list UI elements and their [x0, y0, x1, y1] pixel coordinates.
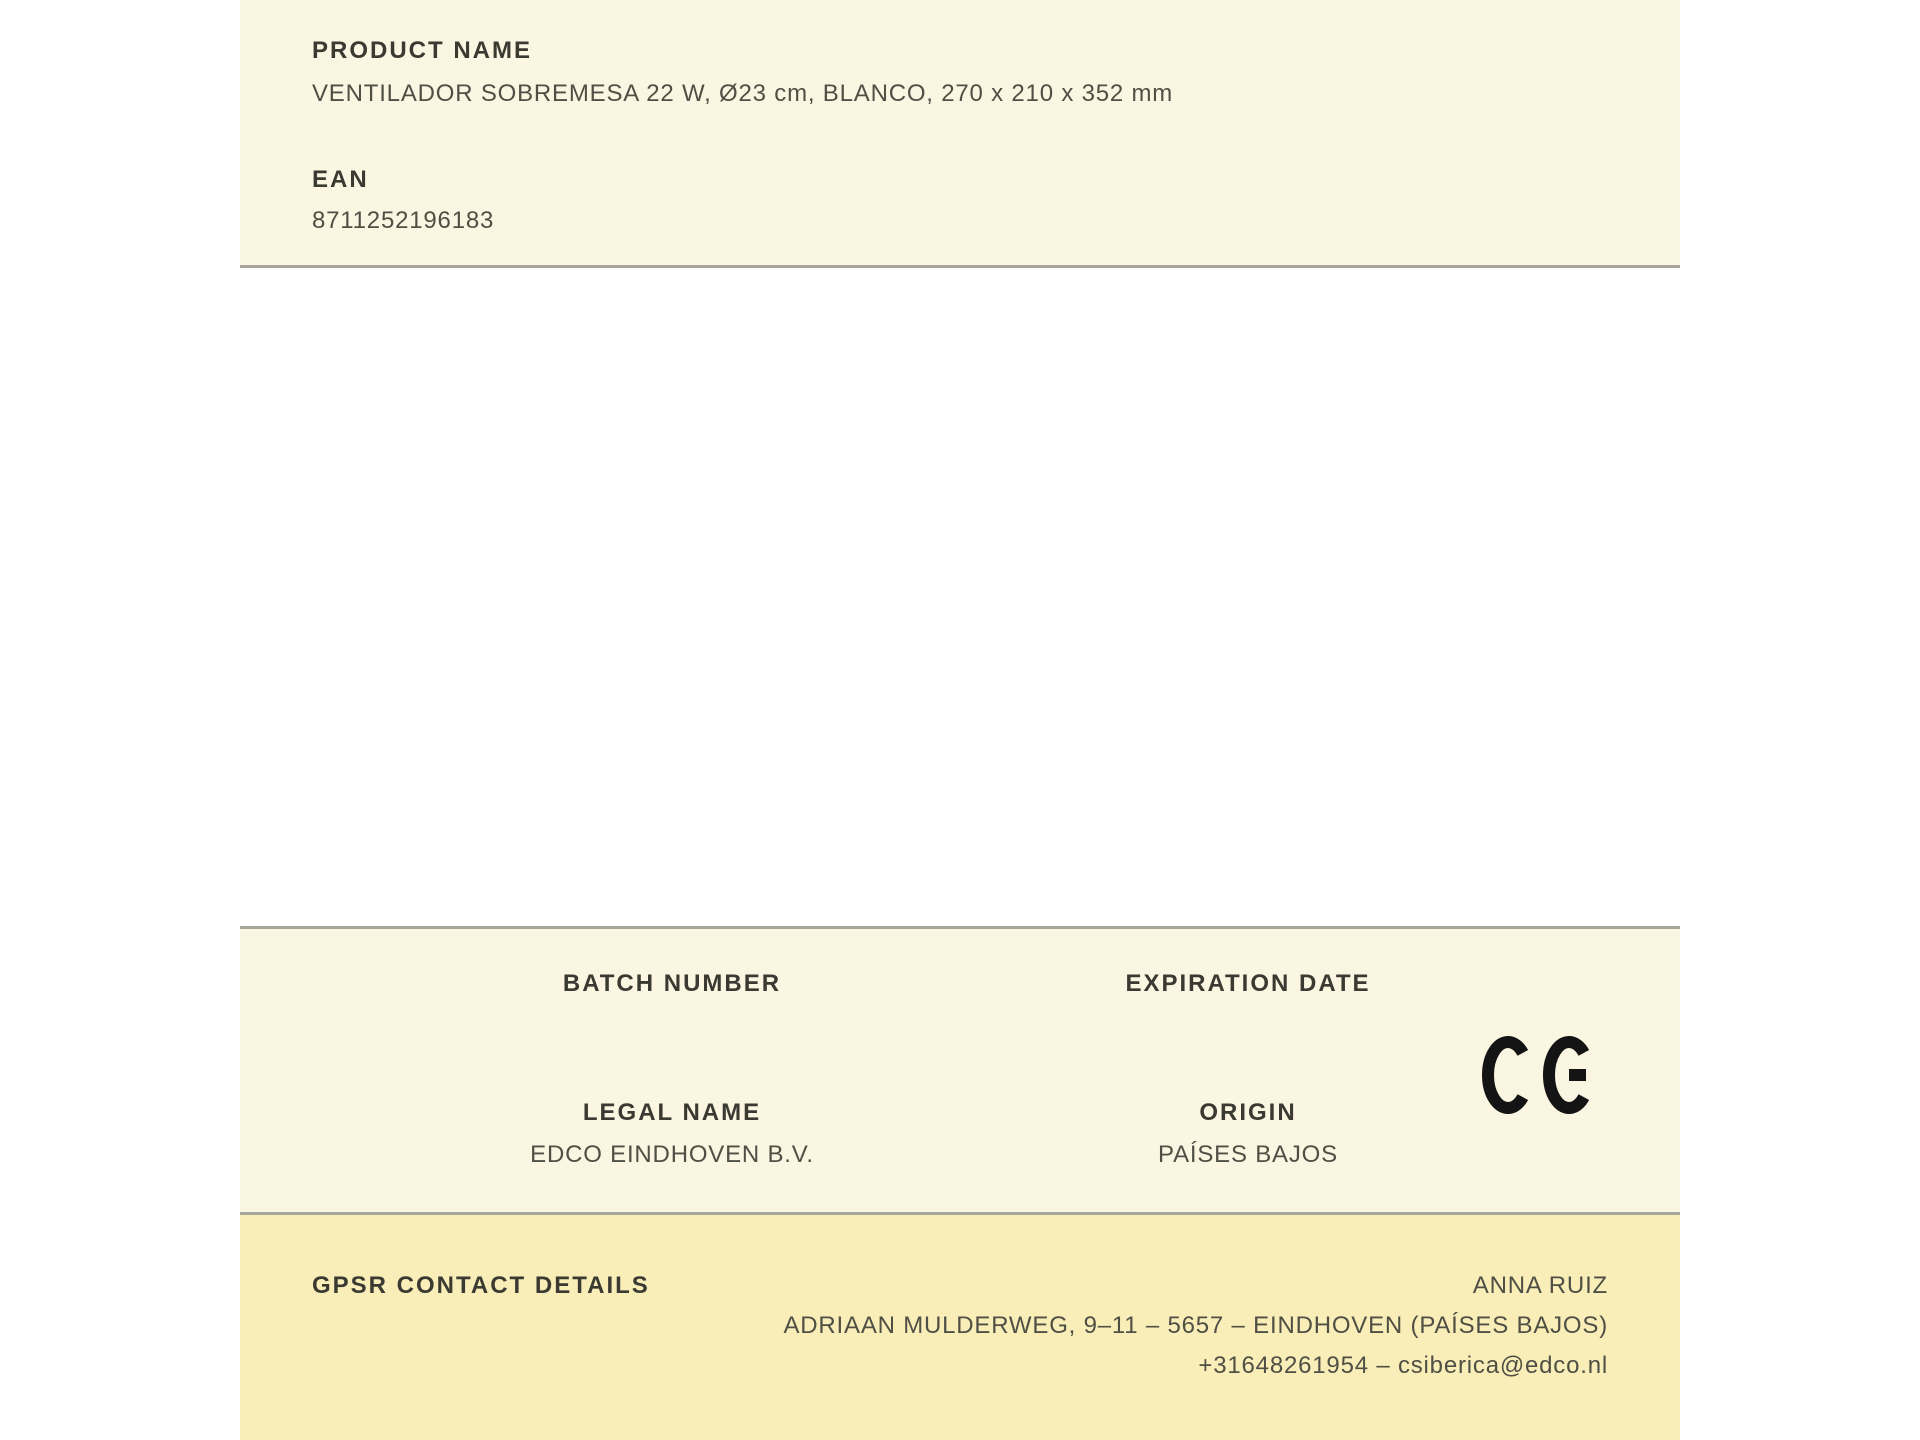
gpsr-contact-details-label: GPSR CONTACT DETAILS — [312, 1272, 650, 1299]
gpsr-contact-section — [240, 1215, 1680, 1440]
ean-label: EAN — [312, 166, 369, 193]
batch-legal-section — [240, 926, 1680, 1215]
contact-phone-email: +31648261954 – csiberica@edco.nl — [1198, 1352, 1608, 1379]
contact-address: ADRIAAN MULDERWEG, 9–11 – 5657 – EINDHOVEN (PAÍSES BAJOS) — [783, 1312, 1608, 1339]
expiration-date-label: EXPIRATION DATE — [1125, 970, 1371, 997]
batch-expiration-row — [240, 969, 1680, 999]
product-info-section — [240, 0, 1680, 268]
ce-mark-icon — [1482, 1035, 1595, 1115]
product-name-value: VENTILADOR SOBREMESA 22 W, Ø23 cm, BLANCO, 270 x 210 x 352 mm — [312, 80, 1174, 107]
contact-name: ANNA RUIZ — [1472, 1272, 1608, 1299]
legal-name-value: EDCO EINDHOVEN B.V. — [530, 1141, 814, 1168]
origin-block — [1104, 1098, 1392, 1170]
legal-origin-row — [240, 1098, 1680, 1170]
origin-label: ORIGIN — [1199, 1099, 1297, 1126]
batch-number-label: BATCH NUMBER — [562, 970, 782, 997]
legal-name-label: LEGAL NAME — [582, 1099, 762, 1126]
product-name-label: PRODUCT NAME — [312, 37, 532, 64]
origin-value: PAÍSES BAJOS — [1158, 1141, 1338, 1168]
gpsr-contact-info — [783, 1266, 1608, 1386]
legal-name-block — [240, 1098, 1104, 1170]
ean-value: 8711252196183 — [312, 207, 495, 234]
